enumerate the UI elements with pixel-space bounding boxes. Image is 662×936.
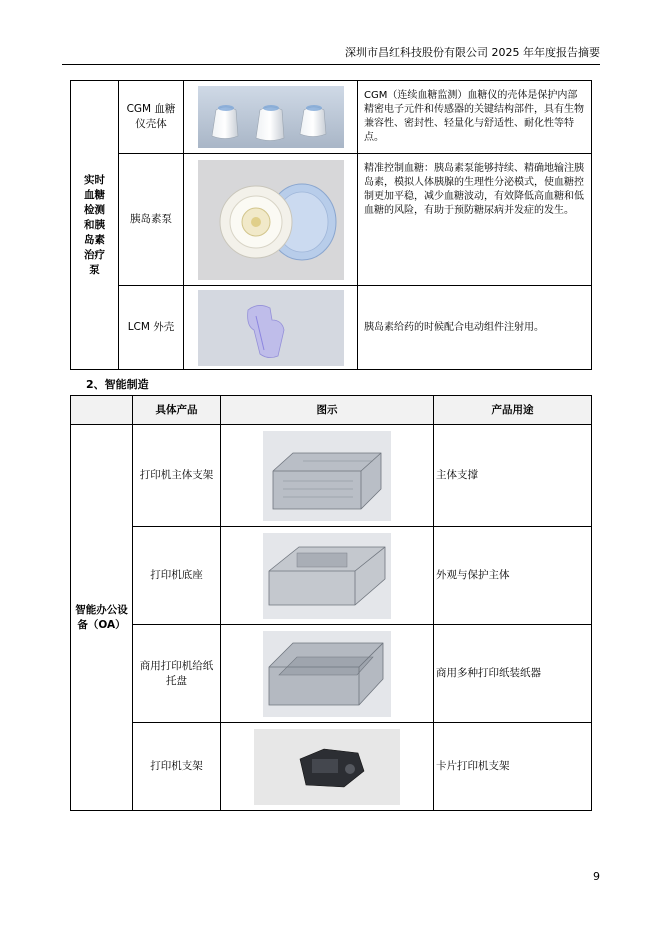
header-product: 具体产品	[133, 396, 221, 425]
product-usage: 外观与保护主体	[434, 527, 592, 625]
paper-tray-image	[221, 625, 434, 723]
product-name: 打印机底座	[133, 527, 221, 625]
cgm-housing-image	[184, 81, 358, 154]
table-row	[71, 286, 592, 370]
product-name: 打印机主体支架	[133, 425, 221, 527]
product-name: 胰岛素泵	[119, 154, 184, 286]
table-row	[71, 625, 592, 723]
product-name: LCM 外壳	[119, 286, 184, 370]
table-header-row	[71, 396, 592, 425]
header-blank	[71, 396, 133, 425]
product-name: 商用打印机给纸托盘	[133, 625, 221, 723]
product-description: 精准控制血糖：胰岛素泵能够持续、精确地输注胰岛素，模拟人体胰腺的生理性分泌模式，使血糖控制更加平稳，减少血糖波动，有效降低高血糖和低血糖的风险，有助于预防糖尿病并发症的发生。	[358, 154, 592, 286]
category-label: 智能办公设备（OA）	[75, 603, 128, 631]
product-name: CGM 血糖仪壳体	[119, 81, 184, 154]
table-row	[71, 527, 592, 625]
oa-products-table	[70, 395, 592, 811]
page-number: 9	[593, 870, 600, 883]
table-row	[71, 425, 592, 527]
header-usage: 产品用途	[434, 396, 592, 425]
product-usage: 卡片打印机支架	[434, 723, 592, 811]
insulin-pump-image	[184, 154, 358, 286]
category-cell	[71, 425, 133, 811]
product-usage: 商用多种打印纸装纸器	[434, 625, 592, 723]
printer-frame-image	[221, 425, 434, 527]
printer-base-image	[221, 527, 434, 625]
printer-bracket-image	[221, 723, 434, 811]
page-header: 深圳市昌红科技股份有限公司 2025 年年度报告摘要	[62, 44, 600, 65]
product-name: 打印机支架	[133, 723, 221, 811]
medical-products-table	[70, 80, 592, 370]
product-usage: 主体支撑	[434, 425, 592, 527]
product-description: CGM（连续血糖监测）血糖仪的壳体是保护内部精密电子元件和传感器的关键结构部件，具有生物兼容性、密封性、轻量化与舒适性、耐化性等特点。	[358, 81, 592, 154]
product-description: 胰岛素给药的时候配合电动组件注射用。	[358, 286, 592, 370]
table-row	[71, 81, 592, 154]
header-image: 图示	[221, 396, 434, 425]
category-label: 实时血糖检测和胰岛素治疗泵	[84, 173, 105, 276]
table-row	[71, 723, 592, 811]
lcm-shell-image	[184, 286, 358, 370]
section-title: 2、智能制造	[86, 378, 149, 391]
category-cell	[71, 81, 119, 370]
table-row	[71, 154, 592, 286]
